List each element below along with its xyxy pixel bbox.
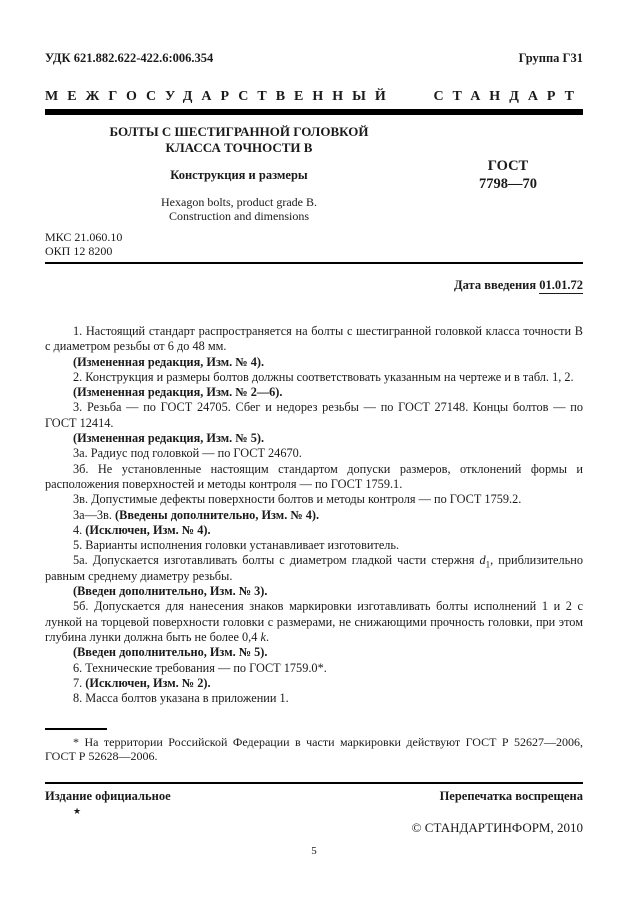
date-label: Дата введения: [454, 278, 537, 292]
paragraph: (Введен дополнительно, Изм. № 3).: [73, 584, 268, 599]
paragraph: 5а. Допускается изготавливать болты с диаметром гладкой части стержня $d_1$, приблизительно равным среднему диаметру резьбы.: [45, 553, 583, 583]
document-body: [45, 324, 583, 706]
okp-code: ОКП 12 8200: [45, 243, 113, 258]
standard-kind-word2: СТАНДАРТ: [433, 89, 583, 104]
title-subtitle: Конструкция и размеры: [170, 168, 308, 182]
date-value: 01.01.72: [539, 278, 583, 292]
page-footer: [45, 782, 583, 858]
footer-row: [45, 789, 583, 804]
standard-kind-word1: МЕЖГОСУДАРСТВЕННЫЙ: [45, 89, 395, 104]
reprint-label: Перепечатка воспрещена: [439, 789, 583, 803]
paragraph: (Введен дополнительно, Изм. № 5).: [73, 645, 268, 660]
paragraph: 2. Конструкция и размеры болтов должны соответствовать указанным на чертеже и в табл. 1, 2.: [73, 369, 574, 384]
title-block: [45, 124, 583, 223]
codes-block: [45, 231, 583, 258]
copyright-notice: © СТАНДАРТИНФОРМ, 2010: [411, 820, 583, 835]
classification-row: [45, 51, 583, 65]
edition-label: Издание официальное: [45, 789, 171, 803]
udk-code: УДК 621.882.622-422.6:006.354: [45, 51, 214, 65]
paragraph: (Измененная редакция, Изм. № 4).: [73, 354, 265, 369]
title-left-column: [45, 124, 433, 223]
title-en: [45, 196, 433, 223]
paragraph: 3. Резьба — по ГОСТ 24705. Сбег и недорез резьбы — по ГОСТ 27148. Концы болтов — по ГОСТ 12414.: [45, 400, 583, 430]
standard-kind-heading: [45, 89, 583, 105]
title-ru-line2: КЛАССА ТОЧНОСТИ В: [165, 139, 313, 155]
paragraph: 3б. Не установленные настоящим стандартом допуски размеров, отклонений формы и расположения поверхностей и методы контроля — по ГОСТ 1759.1.: [45, 461, 583, 491]
paragraph: (Измененная редакция, Изм. № 5).: [73, 431, 265, 446]
paragraph: 1. Настоящий стандарт распространяется на болты с шестигранной головкой класса точности В с диаметром резьбы от 6 до 48 мм.: [45, 324, 583, 354]
paragraph: 5б. Допускается для нанесения знаков маркировки изготавливать болты исполнений 1 и 2 с лункой на торцевой поверхности головки с размерами, не снижающими прочность головки, при этом глубина лунки должна быть не более 0,4 k.: [45, 599, 583, 644]
gost-label: ГОСТ: [487, 158, 529, 174]
paragraph: 3в. Допустимые дефекты поверхности болтов и методы контроля — по ГОСТ 1759.2.: [73, 492, 522, 507]
title-ru-line1: БОЛТЫ С ШЕСТИГРАННОЙ ГОЛОВКОЙ: [109, 124, 369, 139]
header-rule: [45, 109, 583, 115]
star-icon: ★: [73, 806, 82, 816]
page-number: 5: [311, 845, 317, 857]
introduction-date: [45, 277, 583, 293]
paragraph: 5. Варианты исполнения головки устанавливает изготовитель.: [73, 538, 400, 553]
title-ru: [45, 124, 433, 155]
paragraph: 3а. Радиус под головкой — по ГОСТ 24670.: [73, 446, 302, 461]
footnote-text: * На территории Российской Федерации в части маркировки действуют ГОСТ Р 52627—2006, ГОСТ Р 52628—2006.: [45, 734, 583, 763]
gost-designation: [433, 124, 583, 223]
group-code: Группа Г31: [518, 51, 583, 65]
footnote-block: [45, 728, 583, 764]
footer-rule: [45, 782, 583, 784]
mks-code: МКС 21.060.10: [45, 230, 123, 244]
paragraph: 3а—3в. (Введены дополнительно, Изм. № 4).: [73, 507, 320, 522]
gost-number: 7798—70: [479, 176, 537, 192]
footnote-separator: [45, 728, 107, 730]
paragraph: 8. Масса болтов указана в приложении 1.: [73, 691, 289, 706]
title-en-line1: Hexagon bolts, product grade B.: [161, 195, 317, 209]
paragraph: 4. (Исключен, Изм. № 4).: [73, 522, 211, 537]
paragraph: 6. Технические требования — по ГОСТ 1759.0*.: [73, 660, 327, 675]
divider-rule: [45, 262, 583, 264]
title-en-line2: Construction and dimensions: [169, 208, 309, 223]
paragraph: (Измененная редакция, Изм. № 2—6).: [73, 385, 283, 400]
paragraph: 7. (Исключен, Изм. № 2).: [73, 675, 211, 690]
